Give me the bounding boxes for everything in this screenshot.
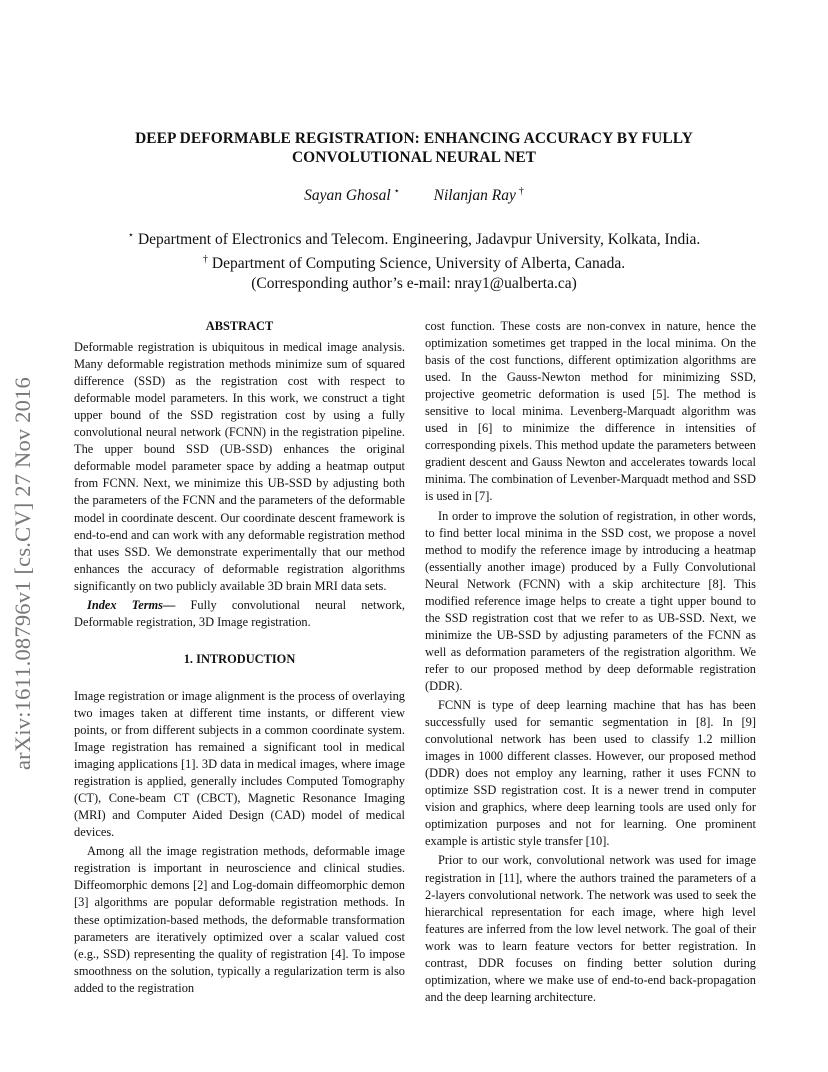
left-column	[74, 318, 405, 997]
abstract-text: Deformable registration is ubiquitous in medical image analysis. Many deformable registration methods minimize sum of squared difference (SSD) as the registration cost with respect to deformable model parameters. In this work, we construct a tight upper bound of the SSD registration cost by using a fully convolutional neural network (FCNN) in the registration pipeline. The upper bound SSD (UB-SSD) enhances the original deformable model parameter space by adding a heatmap output from FCNN. Next, we minimize this UB-SSD by adjusting both the parameters of the FCNN and the parameters of the deformable model in coordinate descent. Our coordinate descent framework is end-to-end and can work with any deformable registration method that uses SSD. We demonstrate experimentally that our method enhances the accuracy of deformable registration algorithms significantly on two publicly available 3D brain MRI data sets.	[74, 340, 405, 593]
author-list	[80, 186, 748, 205]
affiliation-text: Department of Electronics and Telecom. Engineering, Jadavpur University, Kolkata, India.	[137, 231, 701, 248]
title-line-1: DEEP DEFORMABLE REGISTRATION: ENHANCING ACCURACY BY FULLY	[135, 130, 693, 147]
paper-title	[80, 129, 748, 167]
author-name: Nilanjan Ray	[433, 187, 516, 204]
paragraph: Image registration or image alignment is the process of overlaying two images taken at different time instants, or different view points, or from different subjects in a common coordinate system. Image registration has remained a significant tool in medical imaging applications [1]. 3D data in medical images, where image registration is applied, generally includes Computed Tomography (CT), Cone-beam CT (CBCT), Magnetic Resonance Imaging (MRI) and Computer Aided Design (CAD) model of medical devices.	[74, 688, 405, 840]
affiliations	[80, 226, 748, 294]
paragraph: cost function. These costs are non-convex in nature, hence the optimization sometimes get trapped in the local minima. On the basis of the cost functions, different optimization algorithms are used. In the Gauss-Newton method for minimizing SSD, projective geometric deformation is used [5]. The method is sensitive to local minima. Levenberg-Marquadt algorithm was used in [6] to minimize the difference in intensities of corresponding pixels. This method update the parameters between gradient descent and Gauss Newton and accelerates towards local minima. The combination of Levenber-Marquadt method and SSD is used in [7].	[425, 319, 756, 504]
affiliation-line	[80, 226, 748, 250]
index-terms-text: Fully convolutional neural network, Deformable registration, 3D Image registration.	[74, 597, 405, 629]
index-terms	[74, 597, 405, 631]
author-mark: †	[518, 186, 524, 197]
author-name: Sayan Ghosal	[304, 187, 391, 204]
paragraph: In order to improve the solution of registration, in other words, to find better local minima in the SSD cost, we propose a novel method to modify the reference image by introducing a heatmap (essentially another image) produced by a Fully Convolutional Neural Network (FCNN) with a skip architecture [8]. This modified reference image helps to create a tight upper bound to the SSD registration cost that we refer to as UB-SSD. Next, we minimize the UB-SSD by adjusting parameters of the FCNN as well as deformation parameters of the registration algorithm. We refer to our proposed method by deep deformable registration (DDR).	[425, 508, 756, 693]
affiliation-text: Department of Computing Science, University of Alberta, Canada.	[211, 255, 626, 272]
affiliation-line	[80, 274, 748, 294]
section-heading-introduction: 1. INTRODUCTION	[183, 651, 296, 666]
arxiv-identifier: arXiv:1611.08796v1 [cs.CV] 27 Nov 2016	[10, 377, 35, 770]
paragraph: Prior to our work, convolutional network was used for image registration in [11], where the authors trained the parameters of a 2-layers convolutional network. The network was used to seek the hierarchical representation for each image, where high level features are inferred from the low level network. The goal of their work was to learn feature vectors for better registration. In contrast, DDR focuses on finding better solution during optimization, where we make use of end-to-end back-propagation and the deep learning architecture.	[425, 853, 756, 1004]
index-terms-label: Index Terms—	[87, 597, 176, 612]
affiliation-mark: ⋆	[127, 230, 134, 241]
author-mark: ⋆	[393, 186, 400, 197]
title-line-2: CONVOLUTIONAL NEURAL NET	[291, 149, 537, 166]
right-column	[425, 318, 756, 1006]
affiliation-line	[80, 250, 748, 274]
affiliation-mark: †	[202, 254, 208, 265]
paragraph: FCNN is type of deep learning machine that has has been successfully used for semantic segmentation in [8]. In [9] convolutional network has been used to classify 1.2 million images in 1000 different classes. However, our proposed method (DDR) does not employ any learning, rather it uses FCNN to optimize SSD registration cost. It is a newer trend in computer vision and graphics, where deep learning tools are used only for optimization purposes and not for learning. One prominent example is artistic style transfer [10].	[425, 698, 756, 849]
paragraph: Among all the image registration methods, deformable image registration is important in neuroscience and clinical studies. Diffeomorphic demons [2] and Log-domain diffeomorphic demon [3] algorithms are popular deformable registration methods. In these optimization-based methods, the deformable transformation parameters are iteratively optimized over a scalar valued cost (e.g., SSD) representing the quality of registration [4]. To impose smoothness on the solution, typically a regularization term is also added to the registration	[74, 844, 405, 995]
abstract-heading: ABSTRACT	[205, 319, 274, 333]
corresponding-email: (Corresponding author’s e-mail: nray1@ualberta.ca)	[251, 275, 577, 292]
